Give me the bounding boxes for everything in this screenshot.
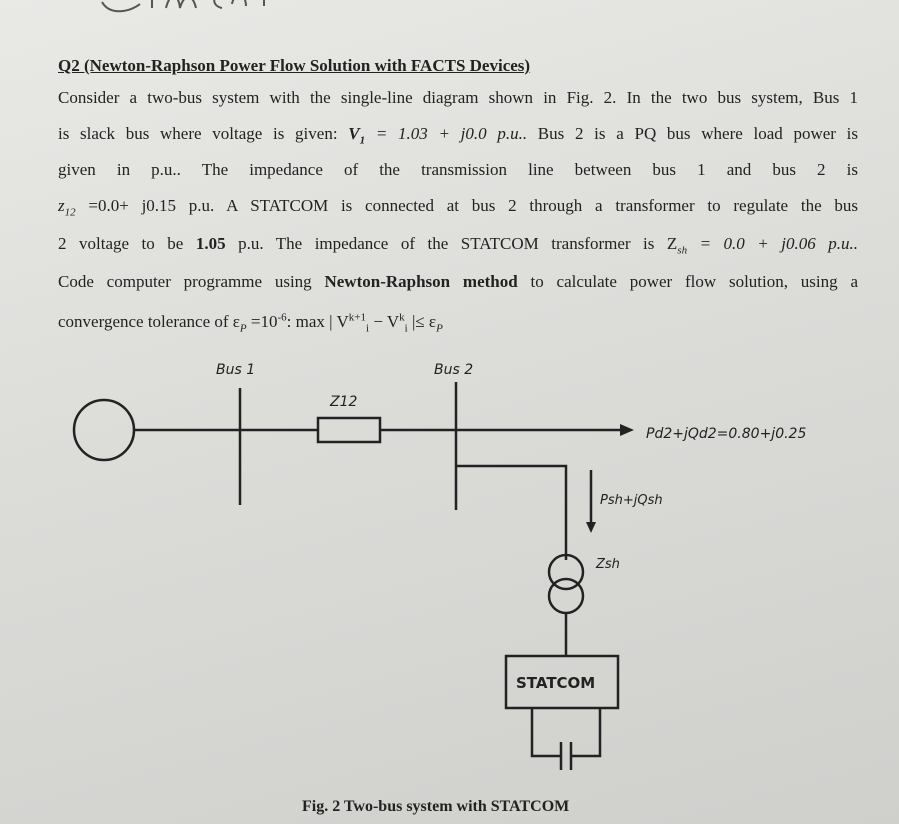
line2-text-a: is slack bus where voltage is given: bbox=[58, 124, 338, 143]
shunt-power-label: Psh+jQsh bbox=[600, 493, 663, 508]
line5-text-b: p.u. The impedance of the STATCOM transformer is Z bbox=[225, 234, 678, 253]
generator-symbol bbox=[74, 400, 134, 460]
capacitor-right-lead bbox=[571, 708, 600, 756]
v1-equation: = 1.03 + j0.0 p.u.. bbox=[365, 124, 528, 143]
statcom-label: STATCOM bbox=[516, 674, 596, 692]
line6-text-a: Code computer programme using bbox=[58, 272, 325, 291]
tolerance-exponent: -6 bbox=[277, 311, 287, 324]
line4-text: p.u. A STATCOM is connected at bus 2 through a transformer to regulate the bus bbox=[176, 196, 858, 215]
max-expr-a: : max | V bbox=[286, 312, 349, 331]
z12-label: Z12 bbox=[330, 394, 358, 410]
question-title: Q2 (Newton-Raphson Power Flow Solution with FACTS Devices) bbox=[58, 56, 531, 75]
transformer-coil-bottom bbox=[549, 579, 583, 613]
tolerance-value: =10 bbox=[246, 312, 278, 331]
shunt-branch-line bbox=[456, 466, 566, 560]
max-expr-b: − V bbox=[369, 312, 400, 331]
figure-caption: Fig. 2 Two-bus system with STATCOM bbox=[302, 798, 570, 815]
line5-text-a: 2 voltage to be bbox=[58, 234, 196, 253]
eps-subscript: P bbox=[239, 322, 247, 335]
load-arrow-head bbox=[620, 424, 634, 436]
z12-impedance-box bbox=[318, 418, 380, 442]
load-label: Pd2+jQd2=0.80+j0.25 bbox=[646, 426, 807, 442]
vk-superscript: k bbox=[399, 311, 405, 324]
vk1-subscript: i bbox=[366, 322, 370, 335]
line6-text-b: to calculate power flow solution, using a bbox=[517, 272, 858, 291]
shunt-power-arrow-head bbox=[586, 522, 596, 533]
eps-subscript-2: P bbox=[436, 322, 443, 335]
capacitor-left-lead bbox=[532, 708, 561, 756]
v1-letter: V bbox=[348, 124, 360, 143]
tolerance-text: convergence tolerance of ε bbox=[58, 312, 240, 331]
z12-letter: z bbox=[58, 196, 65, 215]
v1-subscript: 1 bbox=[359, 134, 366, 147]
line2-text-b: Bus 2 is a PQ bus where load power is bbox=[527, 124, 859, 143]
vk-subscript: i bbox=[404, 322, 408, 335]
bus1-label: Bus 1 bbox=[216, 362, 256, 378]
vk1-superscript: k+1 bbox=[348, 311, 367, 324]
z12-equation: =0.0+ j0.15 bbox=[75, 196, 177, 215]
target-voltage: 1.05 bbox=[195, 234, 226, 253]
zsh-equation: = 0.0 + j0.06 p.u.. bbox=[687, 234, 859, 253]
question-line-3: given in p.u.. The impedance of the transmission line between bus 1 and bus 2 is bbox=[58, 160, 858, 179]
bus2-label: Bus 2 bbox=[434, 362, 474, 378]
zsh-label: Zsh bbox=[596, 557, 620, 572]
question-line-1: Consider a two-bus system with the single-line diagram shown in Fig. 2. In the two bus system, Bus 1 bbox=[58, 88, 858, 107]
method-name: Newton-Raphson method bbox=[324, 272, 518, 291]
z12-subscript: 12 bbox=[64, 206, 76, 219]
zsh-subscript: sh bbox=[677, 244, 688, 257]
max-expr-c: |≤ ε bbox=[407, 312, 437, 331]
